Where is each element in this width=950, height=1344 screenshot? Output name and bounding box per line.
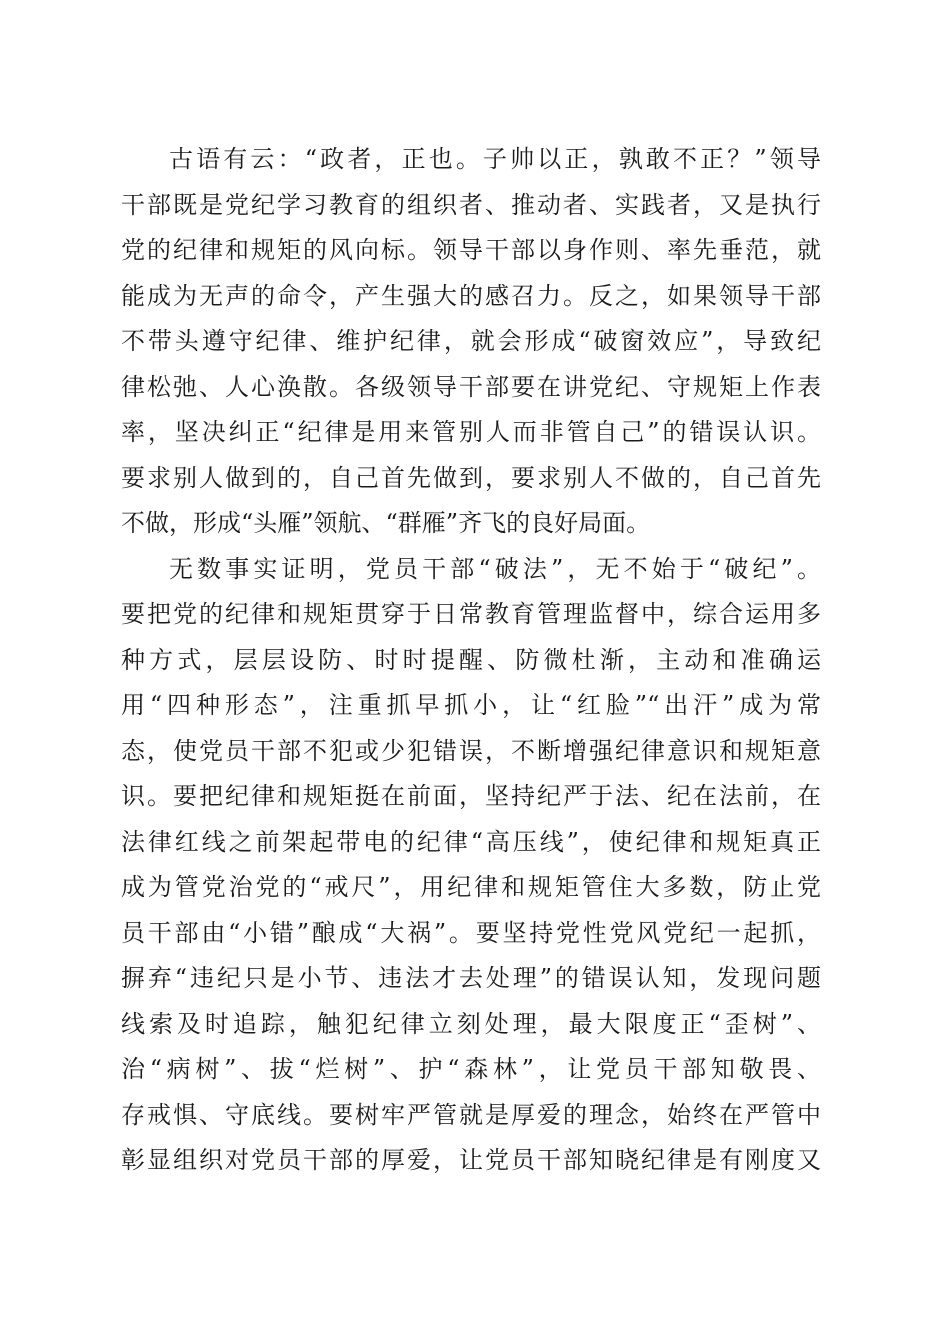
paragraph-1	[121, 137, 841, 547]
text-line: 态，使党员干部不犯或少犯错误，不断增强纪律意识和规矩意	[121, 736, 821, 765]
text-line: 彰显组织对党员干部的厚爱，让党员干部知晓纪律是有刚度又	[121, 1146, 821, 1174]
text-line: 摒弃“违纪只是小节、违法才去处理”的错误认知，发现问题	[121, 964, 821, 992]
paragraph-2	[121, 547, 841, 1184]
text-line: 党的纪律和规矩的风向标。领导干部以身作则、率先垂范，就	[121, 236, 821, 264]
text-line: 法律红线之前架起带电的纪律“高压线”，使纪律和规矩真正	[121, 827, 821, 856]
text-line: 成为管党治党的“戒尺”，用纪律和规矩管住大多数，防止党	[121, 873, 821, 901]
text-line: 种方式，层层设防、时时提醒、防微杜渐，主动和准确运	[121, 645, 821, 674]
text-line: 律松弛、人心涣散。各级领导干部要在讲党纪、守规矩上作表	[121, 372, 821, 401]
text-line: 率，坚决纠正“纪律是用来管别人而非管自己”的错误认识。	[121, 418, 821, 446]
text-line: 古语有云：“政者，正也。子帅以正，孰敢不正？”领导	[169, 145, 821, 173]
text-line: 无数事实证明，党员干部“破法”，无不始于“破纪”。	[169, 554, 821, 583]
text-line: 要把党的纪律和规矩贯穿于日常教育管理监督中，综合运用多	[121, 600, 821, 628]
text-line: 识。要把纪律和规矩挺在前面，坚持纪严于法、纪在法前，在	[121, 782, 821, 810]
text-line: 存戒惧、守底线。要树牢严管就是厚爱的理念，始终在严管中	[121, 1100, 821, 1129]
text-line: 员干部由“小错”酿成“大祸”。要坚持党性党风党纪一起抓，	[121, 918, 821, 947]
text-line: 不做，形成“头雁”领航、“群雁”齐飞的良好局面。	[121, 509, 651, 537]
text-line: 要求别人做到的，自己首先做到，要求别人不做的，自己首先	[121, 463, 821, 492]
text-line: 治“病树”、拔“烂树”、护“森林”，让党员干部知敬畏、	[121, 1055, 821, 1083]
text-line: 线索及时追踪，触犯纪律立刻处理，最大限度正“歪树”、	[121, 1009, 821, 1038]
text-line: 能成为无声的命令，产生强大的感召力。反之，如果领导干部	[121, 281, 821, 310]
text-line: 用“四种形态”，注重抓早抓小，让“红脸”“出汗”成为常	[121, 691, 821, 719]
text-line: 不带头遵守纪律、维护纪律，就会形成“破窗效应”，导致纪	[121, 327, 821, 355]
document-body	[121, 137, 841, 1184]
text-line: 干部既是党纪学习教育的组织者、推动者、实践者，又是执行	[121, 190, 821, 219]
